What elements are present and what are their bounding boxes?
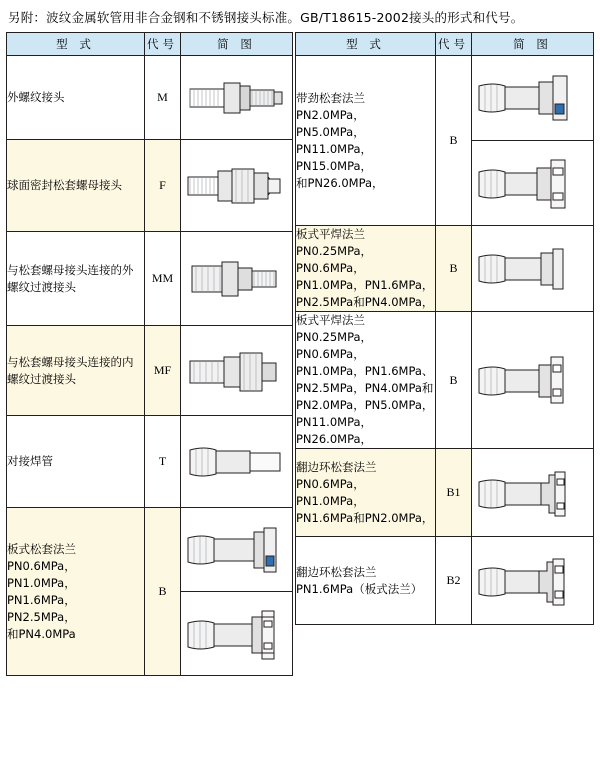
table-row	[7, 508, 293, 592]
type-text: 板式松套法兰 PN0.6MPa，PN1.0MPa， PN1.6MPa，PN2.5MPa， 和PN4.0MPa	[7, 541, 76, 641]
header-type: 型 式	[7, 33, 145, 56]
row-figure-cell	[472, 56, 594, 141]
table-row	[7, 326, 293, 416]
row-figure-cell	[181, 326, 293, 416]
table-row	[296, 56, 594, 141]
type-text: 翻边环松套法兰 PN0.6MPa， PN1.0MPa， PN1.6MPa和PN2.0MPa，	[296, 459, 434, 525]
row-code-cell: B	[436, 312, 472, 449]
table-row	[7, 140, 293, 232]
page-caption: 另附：波纹金属软管用非合金钢和不锈钢接头标准。GB/T18615-2002接头的形式和代号。	[8, 10, 524, 25]
header-code: 代号	[145, 33, 181, 56]
row-figure-cell	[472, 537, 594, 625]
row-figure-cell	[181, 232, 293, 326]
type-text: 板式平焊法兰 PN0.25MPa，PN0.6MPa， PN1.0MPa，PN1.6MPa， PN2.5MPa和PN4.0MPa，	[296, 227, 434, 309]
row-code-cell: T	[145, 416, 181, 508]
row-type-cell	[7, 326, 145, 416]
plate-welding-flange-1-icon	[475, 239, 591, 299]
type-text: 球面密封松套螺母接头	[7, 178, 122, 192]
ribbed-loose-flange-section-icon	[475, 152, 591, 214]
tables-container	[6, 32, 594, 676]
plate-welding-flange-2-icon	[475, 349, 591, 411]
header-code: 代号	[436, 33, 472, 56]
row-type-cell	[7, 232, 145, 326]
row-code-cell: MM	[145, 232, 181, 326]
type-text: 对接焊管	[7, 454, 53, 468]
table-row	[7, 56, 293, 140]
row-type-cell	[296, 312, 436, 449]
row-figure-cell	[181, 56, 293, 140]
type-text: 外螺纹接头	[7, 90, 65, 104]
ribbed-loose-flange-icon	[475, 68, 591, 128]
row-type-cell	[296, 56, 436, 226]
row-figure-cell	[181, 508, 293, 592]
table-row	[296, 312, 594, 449]
row-code-cell: B	[145, 508, 181, 676]
header-figure: 简 图	[472, 33, 594, 56]
row-figure-cell	[181, 592, 293, 676]
table-header-row	[296, 33, 594, 56]
row-code-cell: B2	[436, 537, 472, 625]
plate-loose-flange-section-icon	[184, 603, 290, 665]
table-row	[7, 232, 293, 326]
row-code-cell: B1	[436, 449, 472, 537]
spherical-seal-union-nut-icon	[184, 155, 290, 217]
type-text: 带劲松套法兰 PN2.0MPa， PN5.0MPa， PN11.0MPa，PN15.0MPa， 和PN26.0MPa，	[296, 90, 384, 190]
butt-weld-pipe-icon	[184, 434, 290, 490]
lap-joint-flange-1-icon	[475, 462, 591, 524]
row-code-cell: F	[145, 140, 181, 232]
type-text: 与松套螺母接头连接的外螺纹过渡接头	[7, 262, 134, 294]
plate-loose-flange-icon	[184, 520, 290, 580]
female-transition-connector-icon	[184, 341, 290, 401]
row-code-cell: MF	[145, 326, 181, 416]
row-type-cell	[296, 537, 436, 625]
right-spec-table	[295, 32, 594, 625]
lap-joint-flange-2-icon	[475, 550, 591, 612]
left-spec-table	[6, 32, 293, 676]
row-figure-cell	[472, 312, 594, 449]
row-figure-cell	[472, 226, 594, 312]
row-type-cell	[7, 508, 145, 676]
table-row	[296, 537, 594, 625]
header-figure: 简 图	[181, 33, 293, 56]
row-type-cell	[7, 56, 145, 140]
row-figure-cell	[472, 449, 594, 537]
type-text: 板式平焊法兰 PN0.25MPa，PN0.6MPa， PN1.0MPa，PN1.6MPa、 PN2.5MPa，PN4.0MPa和 PN2.0MPa，PN5.0MPa， PN11.0MPa，PN26.0MPa，	[296, 313, 434, 446]
row-type-cell	[7, 416, 145, 508]
row-figure-cell	[181, 416, 293, 508]
row-figure-cell	[472, 141, 594, 226]
table-row	[7, 416, 293, 508]
male-thread-connector-icon	[184, 69, 290, 127]
table-row	[296, 449, 594, 537]
row-type-cell	[7, 140, 145, 232]
row-code-cell: B	[436, 226, 472, 312]
type-text: 与松套螺母接头连接的内螺纹过渡接头	[7, 354, 134, 386]
table-row	[296, 226, 594, 312]
table-header-row	[7, 33, 293, 56]
male-transition-connector-icon	[184, 248, 290, 310]
row-figure-cell	[181, 140, 293, 232]
row-code-cell: M	[145, 56, 181, 140]
row-code-cell: B	[436, 56, 472, 226]
row-type-cell	[296, 226, 436, 312]
row-type-cell	[296, 449, 436, 537]
type-text: 翻边环松套法兰 PN1.6MPa（板式法兰）	[296, 564, 423, 596]
header-type: 型 式	[296, 33, 436, 56]
